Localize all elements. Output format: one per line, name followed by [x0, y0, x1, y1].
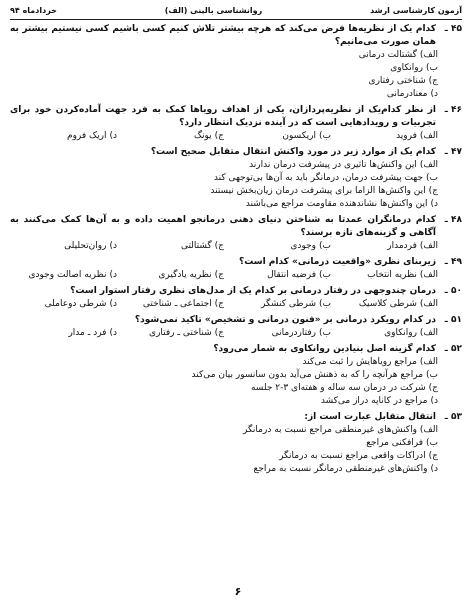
option-c: ج) اجتماعی ـ شناختی	[142, 299, 224, 309]
exam-date: خردادماه ۹۴	[10, 6, 57, 15]
page-header	[10, 0, 462, 20]
question-50	[10, 285, 462, 311]
question-text: زیربنای نظری «واقعیت درمانی» کدام است؟	[238, 257, 436, 267]
question-text: کدام درمانگران عمدتا به شناختن دنیای ذهنی درمانجو اهمیت داده و به آن‌ها کمک می‌کنند به آگاهی و گزینه‌های تازه برسند؟	[10, 215, 436, 238]
question-46	[10, 104, 462, 143]
option-d: د) این واکنش‌ها نشاندهنده مقاومت مراجع می‌باشند	[245, 199, 438, 209]
question-49	[10, 256, 462, 282]
question-text: انتقال متقابل عبارت است از:	[304, 412, 436, 422]
option-c: ج) یونگ	[193, 131, 224, 141]
option-b: ب) رفتاردرمانی	[271, 328, 331, 338]
question-47	[10, 146, 462, 211]
option-b: ب) شرطی کنشگر	[261, 299, 331, 309]
question-number: ۴۸ ـ	[444, 215, 462, 225]
option-a: الف) واکنش‌های غیرمنطقی مراجع نسبت به درمانگر	[242, 425, 438, 435]
option-d: د) روان‌تحلیلی	[64, 241, 117, 251]
option-d: د) فرد ـ مدار	[68, 328, 117, 338]
option-b: ب) روانکاوی	[390, 63, 438, 73]
option-d: د) واکنش‌های غیرمنطقی درمانگر نسبت به مراجع	[253, 464, 438, 474]
option-d: د) اریک فروم	[67, 131, 117, 141]
question-text: کدام یک از نظریه‌ها فرض می‌کند که هرچه بیشتر تلاش کنیم کسی باشیم کسی نیستیم بیشتر به همان صورت می‌مانیم؟	[10, 24, 436, 47]
option-a: الف) فروید	[396, 131, 438, 141]
option-a: الف) شرطی کلاسیک	[358, 299, 438, 309]
option-a: الف) نظریه انتخاب	[367, 270, 438, 280]
question-53	[10, 411, 462, 476]
option-d: د) شرطی دوعاملی	[44, 299, 117, 309]
option-a: الف) گشتالت درمانی	[358, 50, 438, 60]
option-c: ج) شناختی رفتاری	[368, 76, 438, 86]
question-text: کدام گزینه اصل بنیادین روانکاوی به شمار می‌رود؟	[213, 344, 436, 354]
exam-subject: روانشناسی بالینی (الف)	[164, 6, 263, 15]
option-b: ب) جهت پیشرفت درمان، درمانگر باید به آن‌ها بی‌توجهی کند	[213, 173, 438, 183]
question-number: ۴۷ ـ	[444, 147, 462, 157]
option-d: د) مراجع در کاناپه دراز می‌کشد	[320, 396, 438, 406]
option-c: ج) این واکنش‌ها الزاما برای پیشرفت درمان زیان‌بخش نیستند	[210, 186, 438, 196]
question-text: درمان چندوجهی در رفتار درمانی بر کدام یک از مدل‌های نظری رفتار استوار است؟	[70, 286, 436, 296]
page-number: ۶	[234, 585, 242, 598]
option-a: الف) مراجع رویاهایش را ثبت می‌کند	[302, 357, 438, 367]
question-text: از نظر کدام‌یک از نظریه‌پردازان، یکی از اهداف رویاها کمک به فرد جهت آماده‌کردن خود برای تجربیات و رویدادهایی است که در آینده نزدیک انتظار دارد؟	[10, 105, 436, 128]
question-number: ۵۲ ـ	[444, 344, 462, 354]
option-b: ب) مراجع هرآنچه را که به ذهنش می‌آید بدون سانسور بیان می‌کند	[191, 370, 438, 380]
question-number: ۵۱ ـ	[444, 315, 462, 325]
question-45	[10, 23, 462, 101]
question-51	[10, 314, 462, 340]
question-text: در کدام رویکرد درمانی بر «فنون درمانی و تشخیص» تاکید نمی‌شود؟	[134, 315, 436, 325]
question-number: ۵۳ ـ	[444, 412, 462, 422]
option-b: ب) وجودی	[290, 241, 331, 251]
question-number: ۵۰ ـ	[444, 286, 462, 296]
option-a: الف) فردمدار	[387, 241, 438, 251]
question-number: ۴۵ ـ	[444, 24, 462, 34]
option-b: ب) اریکسون	[282, 131, 331, 141]
option-c: ج) شرکت در درمان سه ساله و هفته‌ای ۳-۲ جلسه	[250, 383, 438, 393]
option-a: الف) این واکنش‌ها تاثیری در پیشرفت درمان ندارند	[249, 160, 438, 170]
option-a: الف) روانکاوی	[384, 328, 438, 338]
option-b: ب) فرافکنی مراجع	[366, 438, 438, 448]
option-c: ج) شناختی ـ رفتاری	[149, 328, 224, 338]
question-48	[10, 214, 462, 253]
question-number: ۴۶ ـ	[444, 105, 462, 115]
option-b: ب) فرضیه انتقال	[267, 270, 331, 280]
question-number: ۴۹ ـ	[444, 257, 462, 267]
question-52	[10, 343, 462, 408]
option-c: ج) گشتالتی	[180, 241, 224, 251]
option-c: ج) ادراکات واقعی مراجع نسبت به درمانگر	[279, 451, 438, 461]
option-c: ج) نظریه یادگیری	[158, 270, 224, 280]
exam-title: آزمون کارشناسی ارشد	[370, 6, 462, 15]
option-d: د) نظریه اصالت وجودی	[28, 270, 117, 280]
question-text: کدام یک از موارد زیر در مورد واکنش انتقال متقابل صحیح است؟	[150, 147, 436, 157]
option-d: د) معنادرمانی	[386, 89, 438, 99]
